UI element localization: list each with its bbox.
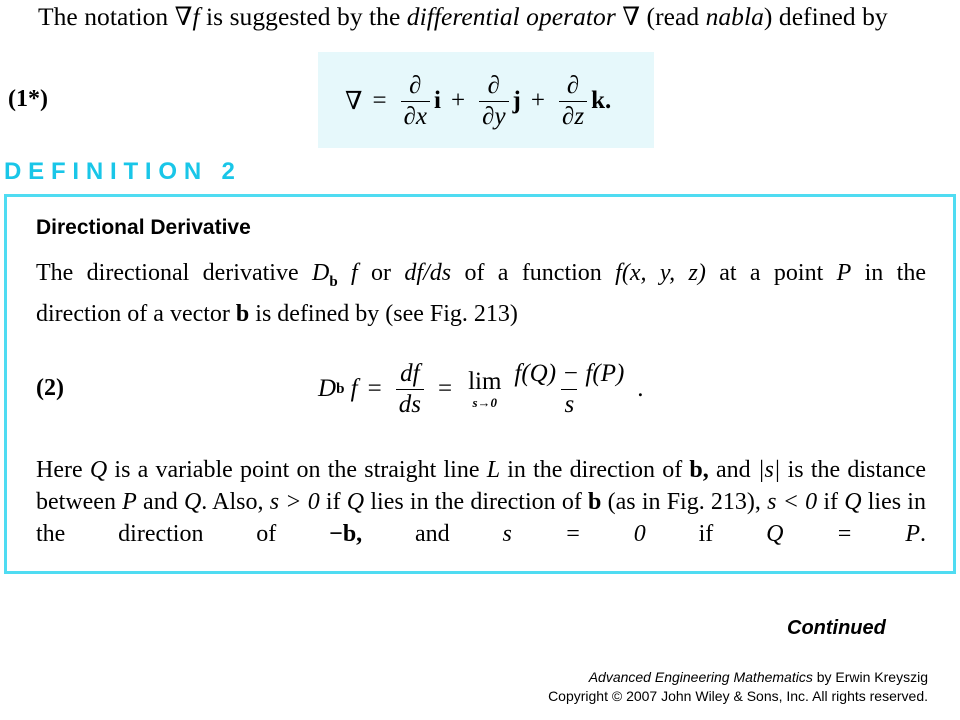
nabla-equation [345,66,611,136]
emphasized-term: differential operator [406,2,616,31]
function-f: f [192,2,200,31]
partial-x-fraction: $\frac{\partial}{\partial x}$ [401,72,430,131]
book-credit [548,668,928,687]
definition-paragraph [36,257,926,330]
equals-sign: = [367,375,382,402]
nabla-symbol: ∇ [174,2,193,31]
intro-sentence [38,2,888,32]
explanation-paragraph: Here Q is a variable point on the straight line L in the direction of b, and |s| is the distance between P and Q. Also, s > 0 if Q lies in the direction of b (as in Fig. 213), s < 0 if Q lies in the direction of −b, and s = 0 if Q = P. [36,457,927,547]
continued-label: Continued [787,617,886,639]
limit-operator: lim s→0 [468,368,502,410]
unit-vector-j: j [512,87,521,114]
copyright: Copyright © 2007 John Wiley & Sons, Inc. All rights reserved. [548,688,928,704]
book-title: Advanced Engineering Mathematics [588,669,813,685]
definition-title: Directional Derivative [36,216,251,239]
partial-y-fraction: $\frac{\partial}{\partial y}$ [479,72,508,131]
nabla-symbol: ∇ [345,88,363,115]
unit-vector-i: i [434,87,441,114]
equation-1-label: (1*) [8,86,48,112]
df-ds-fraction: $\frac{df}{ds}$ [396,360,424,419]
definition-heading: DEFINITION 2 [4,158,242,185]
directional-derivative-equation: D b f = $\frac{df}{ds}$ = lim s→0 $\frac{f(Q) - f(P)}{s}$ . [318,359,644,418]
definition-line-2: direction of a vector b is defined by (see Fig. 213) [36,300,518,327]
unit-vector-k: k. [591,87,612,114]
intro-text: ) defined by [763,2,888,31]
equals-sign: = [372,87,387,114]
intro-text: ∇ (read [615,2,706,31]
partial-z-fraction: $\frac{\partial}{\partial z}$ [559,72,587,131]
footer-credit [548,668,928,706]
intro-text: The notation [38,2,175,31]
equation-2-label: (2) [36,375,64,401]
plus-sign: + [530,87,545,114]
author: by Erwin Kreyszig [812,669,928,685]
equals-sign: = [437,375,453,402]
plus-sign: + [450,87,466,114]
difference-quotient: $\frac{f(Q) - f(P)}{s}$ [514,359,625,418]
intro-text: is suggested by the [199,2,407,31]
nabla-word: nabla [705,2,764,31]
definition-line-1: The directional derivative $D_b$ f or df/ds of a function f(x, y, z) at a point P in the [36,260,926,290]
